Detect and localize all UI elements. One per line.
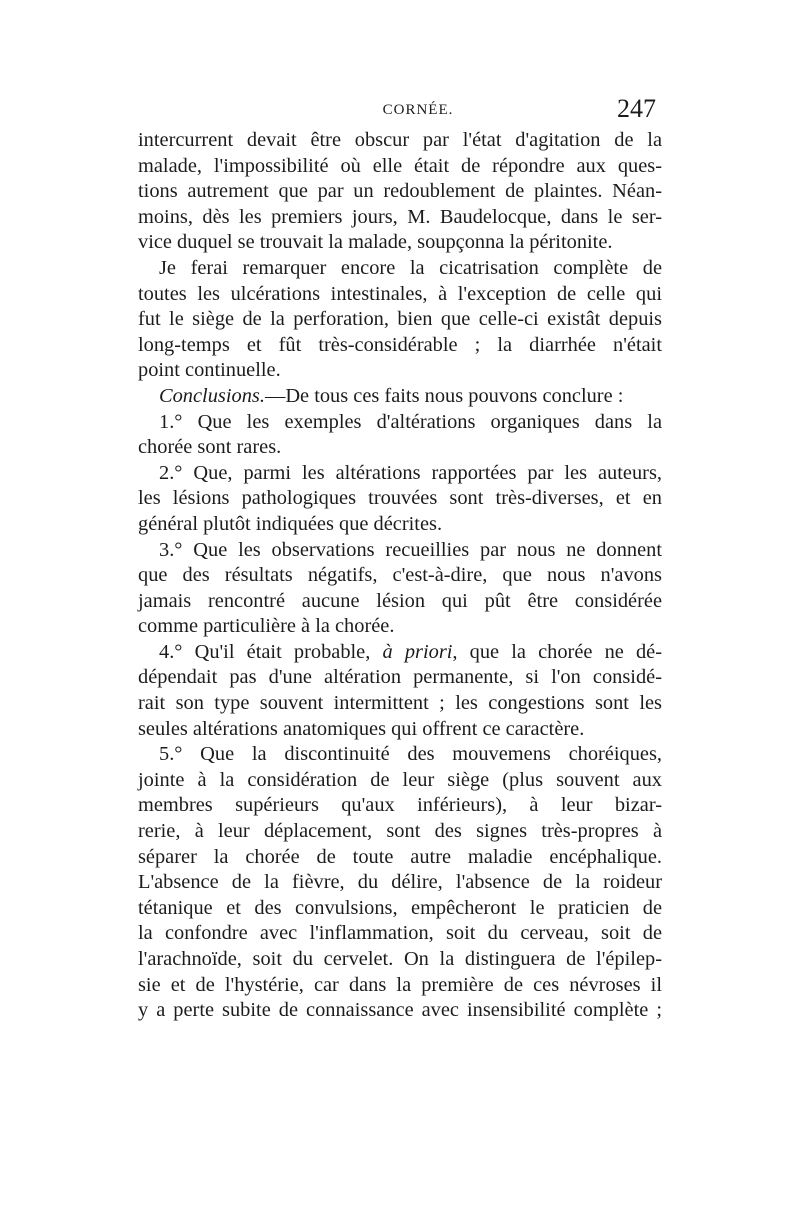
text-line: toutes les ulcérations intestinales, à l'exception de celle qui: [138, 282, 662, 305]
text-line: Je ferai remarquer encore la cicatrisation complète de: [159, 256, 662, 279]
text-line: que des résultats négatifs, c'est-à-dire, que nous n'avons: [138, 564, 662, 587]
text-line: chorée sont rares.: [138, 436, 282, 459]
text-line: [138, 384, 662, 410]
text-line: général plutôt indiquées que décrites.: [138, 512, 443, 535]
text-fragment: , que la chorée ne dé-: [452, 640, 663, 663]
text-line: rerie, à leur déplacement, sont des signes très-propres à: [138, 820, 662, 843]
text-line: point continuelle.: [138, 359, 281, 382]
text-fragment: 4.° Qu'il était probable,: [159, 640, 383, 663]
text-line: rait son type souvent intermittent ; les congestions sont les: [138, 692, 662, 715]
conclusions-label: Conclusions.: [159, 384, 265, 407]
text-line: vice duquel se trouvait la malade, soupçonna la péritonite.: [138, 231, 613, 254]
text-line: moins, dès les premiers jours, M. Baudelocque, dans le ser-: [138, 205, 662, 228]
text-line: jamais rencontré aucune lésion qui pût être considérée: [138, 589, 662, 612]
conclusions-intro: —De tous ces faits nous pouvons conclure :: [264, 384, 624, 407]
text-line: long-temps et fût très-considérable ; la diarrhée n'était: [138, 333, 662, 356]
paragraph-continuation: [138, 128, 662, 256]
italic-a-priori: à priori: [382, 640, 453, 663]
text-line: malade, l'impossibilité où elle était de répondre aux ques-: [138, 154, 662, 177]
text-line: les lésions pathologiques trouvées sont très-diverses, et en: [138, 487, 662, 510]
text-line: 2.° Que, parmi les altérations rapportées par les auteurs,: [159, 461, 662, 484]
text-line: L'absence de la fièvre, du délire, l'absence de la roideur: [138, 871, 662, 894]
text-line: dépendait pas d'une altération permanente, si l'on considé-: [138, 666, 662, 689]
text-line: seules altérations anatomiques qui offrent ce caractère.: [138, 717, 585, 740]
text-line: séparer la chorée de toute autre maladie encéphalique.: [138, 845, 662, 868]
text-line: tions autrement que par un redoublement de plaintes. Néan-: [138, 180, 662, 203]
text-line: jointe à la considération de leur siège (plus souvent aux: [138, 768, 662, 791]
conclusion-4: [138, 640, 662, 742]
running-title: CORNÉE.: [382, 102, 454, 118]
conclusion-1: [138, 410, 662, 461]
paragraph-cicatrisation: [138, 256, 662, 384]
text-line: fut le siège de la perforation, bien que celle-ci existât depuis: [138, 308, 662, 331]
page-number: 247: [617, 94, 656, 123]
text-line: comme particulière à la chorée.: [138, 615, 395, 638]
text-line: membres supérieurs qu'aux inférieurs), à leur bizar-: [138, 794, 662, 817]
conclusion-2: [138, 461, 662, 538]
text-line: 3.° Que les observations recueillies par nous ne donnent: [159, 538, 662, 561]
conclusion-5: [138, 742, 662, 1024]
text-line: la confondre avec l'inflammation, soit du cerveau, soit de: [138, 922, 662, 945]
conclusion-3: [138, 538, 662, 640]
text-line: 5.° Que la discontinuité des mouvemens choréiques,: [159, 743, 662, 766]
text-line: tétanique et des convulsions, empêcheront le praticien de: [138, 896, 662, 919]
paragraph-conclusions-heading: [138, 384, 662, 410]
text-line: y a perte subite de connaissance avec insensibilité complète ;: [138, 999, 662, 1022]
text-line: [138, 640, 662, 666]
text-line: intercurrent devait être obscur par l'état d'agitation de la: [138, 129, 662, 151]
text-line: 1.° Que les exemples d'altérations organiques dans la: [159, 410, 662, 433]
running-head: [138, 92, 658, 122]
text-line: l'arachnoïde, soit du cervelet. On la distinguera de l'épilep-: [138, 948, 662, 970]
text-line: sie et de l'hystérie, car dans la première de ces névroses il: [138, 973, 662, 996]
body-text: [138, 128, 662, 1024]
